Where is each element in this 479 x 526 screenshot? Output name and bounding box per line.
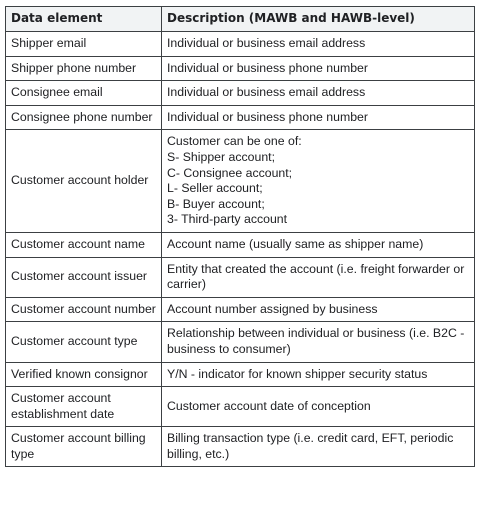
description-line: Entity that created the account (i.e. freight forwarder or carrier) (167, 261, 465, 292)
description-cell (162, 257, 475, 297)
description-cell (162, 81, 475, 106)
data-element-cell: Customer account number (6, 297, 162, 322)
table-row (6, 387, 475, 427)
description-line: 3- Third-party account (167, 212, 288, 227)
description-cell (162, 130, 475, 233)
description-line: L- Seller account; (167, 181, 263, 196)
description-line: Individual or business email address (167, 85, 366, 100)
description-cell (162, 322, 475, 362)
data-element-cell: Shipper email (6, 32, 162, 57)
description-line: Individual or business email address (167, 36, 366, 50)
data-element-cell: Consignee email (6, 81, 162, 106)
description-cell (162, 427, 475, 467)
table-row (6, 297, 475, 322)
data-element-cell: Consignee phone number (6, 105, 162, 130)
description-cell (162, 56, 475, 81)
table-row (6, 427, 475, 467)
table-row (6, 81, 475, 106)
data-element-cell: Customer account issuer (6, 257, 162, 297)
description-line: Individual or business phone number (167, 109, 368, 124)
description-line: Y/N - indicator for known shipper security status (167, 366, 428, 381)
data-elements-table (5, 6, 475, 467)
header-data-element: Data element (6, 7, 162, 32)
description-line: B- Buyer account; (167, 196, 265, 211)
table-row (6, 56, 475, 81)
description-line: C- Consignee account; (167, 165, 293, 180)
data-element-cell: Verified known consignor (6, 362, 162, 387)
data-element-cell: Customer account type (6, 322, 162, 362)
description-line: Billing transaction type (i.e. credit card, EFT, periodic billing, etc.) (167, 431, 454, 461)
data-element-cell: Shipper phone number (6, 56, 162, 81)
description-cell (162, 232, 475, 257)
header-description: Description (MAWB and HAWB-level) (162, 7, 475, 32)
description-line: Customer can be one of: (167, 134, 302, 149)
description-cell (162, 105, 475, 130)
table-row (6, 32, 475, 57)
data-element-cell: Customer account billing type (6, 427, 162, 467)
description-line: Relationship between individual or business (i.e. B2C - business to consumer) (167, 326, 465, 356)
description-line: Account name (usually same as shipper name) (167, 236, 424, 251)
header-row (6, 7, 475, 32)
description-line: Individual or business phone number (167, 60, 368, 75)
table-row (6, 362, 475, 387)
description-cell (162, 362, 475, 387)
description-line: Account number assigned by business (167, 301, 378, 316)
table-row (6, 232, 475, 257)
description-cell (162, 297, 475, 322)
table-row (6, 130, 475, 233)
description-cell (162, 32, 475, 57)
description-line: S- Shipper account; (167, 149, 276, 164)
table-row (6, 257, 475, 297)
data-element-cell: Customer account name (6, 232, 162, 257)
description-cell (162, 387, 475, 427)
description-line: Customer account date of conception (167, 398, 371, 413)
table-row (6, 105, 475, 130)
table-row (6, 322, 475, 362)
data-element-cell: Customer account establishment date (6, 387, 162, 427)
data-element-cell: Customer account holder (6, 130, 162, 233)
